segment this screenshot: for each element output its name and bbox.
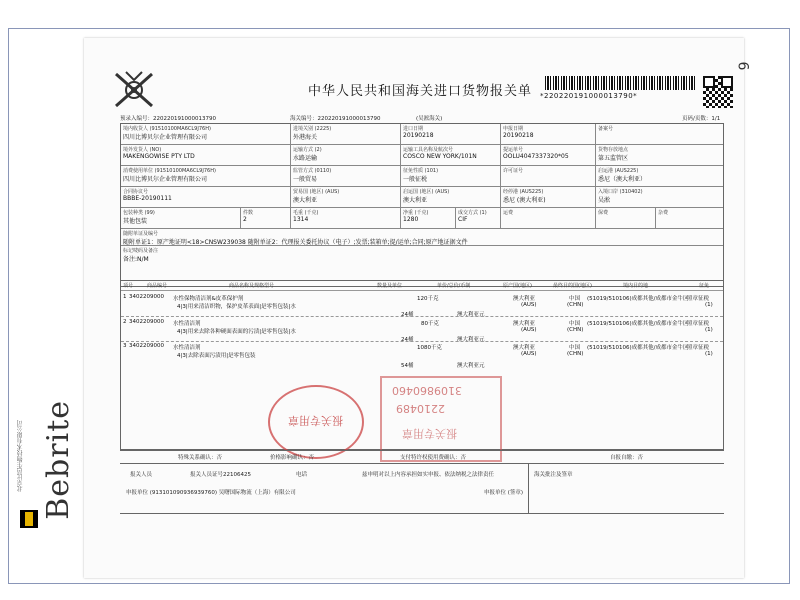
goods-qty1: 120千克	[417, 296, 439, 302]
goods-dest: 中国	[569, 321, 581, 327]
fields-row-1	[121, 124, 723, 145]
field-label: 运输方式 (2)	[293, 147, 322, 153]
field-label: 境外发货人 (NO)	[123, 147, 162, 153]
field-label: 贸易国 (地区) (AUS)	[293, 189, 340, 195]
goods-origin-code: (AUS)	[521, 302, 537, 308]
freight-cell	[501, 208, 596, 228]
legal-statement: 兹申明对以上内容承担如实申报、依法纳税之法律责任	[362, 472, 495, 478]
customs-office: (吴淞海关)	[416, 116, 443, 122]
brand-subtitle: 北京比邑生物技术有限公司	[17, 420, 24, 492]
stamp-text: 3109860460	[392, 384, 462, 397]
contract-cell	[121, 187, 291, 207]
field-value: 其他包装	[123, 218, 148, 225]
field-label: 合同协议号	[123, 189, 149, 195]
declare-date-cell	[501, 124, 596, 144]
field-label: 征免性质 (101)	[403, 168, 439, 174]
goods-origin: 澳大利亚	[513, 321, 536, 327]
import-date-cell	[401, 124, 501, 144]
field-value: COSCO NEW YORK/101N	[403, 153, 477, 160]
field-value: 四川比博贝尔企业管理有限公司	[123, 134, 208, 141]
field-label: 入境口岸 (310402)	[598, 189, 643, 195]
package-cell	[121, 208, 241, 228]
origin-country-cell	[401, 187, 501, 207]
goods-qty2: 24桶	[401, 337, 414, 343]
goods-header-price: 单价/总价/币制	[437, 283, 471, 289]
customs-approval-label: 海关批注及签章	[534, 472, 573, 478]
shipper-cell	[121, 145, 291, 165]
field-label: 运费	[503, 210, 514, 216]
filing-no-cell	[596, 124, 723, 144]
goods-exempt-code: (1)	[705, 327, 713, 333]
field-label: 杂费	[658, 210, 669, 216]
declarant-cert: 报关人员证号22106425	[190, 472, 251, 478]
brand-mark-icon	[20, 510, 38, 528]
customs-no-value: 220220191000013790	[317, 116, 381, 122]
insurance-cell	[596, 208, 656, 228]
goods-dest-code: (CHN)	[567, 302, 584, 308]
goods-name: 水性清洁剂	[173, 345, 201, 351]
goods-qty1: 1080千克	[417, 345, 442, 351]
field-value: MAKENGOWISE PTY LTD	[123, 153, 195, 160]
field-value: 吴淞	[598, 197, 611, 204]
field-value: 悉尼（澳大利亚）	[598, 176, 647, 183]
stamp-text: 2210489	[396, 402, 445, 415]
goods-domestic: (51019/510106)成都其他/成都市金牛区	[587, 345, 689, 351]
entry-port-cell	[596, 187, 723, 207]
footer-bottom-line	[120, 513, 724, 514]
goods-row-divider	[121, 316, 723, 317]
field-value: 水路运输	[293, 155, 318, 162]
field-label: 毛重 (千克)	[293, 210, 319, 216]
field-value: 20190218	[503, 132, 534, 139]
goods-dest-code: (CHN)	[567, 327, 584, 333]
field-value: 外港海关	[293, 134, 318, 141]
field-value: 悉尼 (澳大利亚)	[503, 197, 546, 204]
customs-seal-stamp	[268, 385, 364, 459]
field-label: 件数	[243, 210, 254, 216]
phone-label: 电话	[296, 472, 308, 478]
trade-country-cell	[291, 187, 401, 207]
field-label: 启运港 (AUS225)	[598, 168, 639, 174]
brand-name: Bebrite	[41, 400, 76, 520]
license-cell	[501, 166, 596, 186]
goods-header-divider	[121, 290, 723, 291]
goods-row-divider	[121, 341, 723, 342]
goods-code: 3402209000	[129, 319, 164, 325]
goods-exempt: 照章征税	[687, 296, 710, 302]
field-label: 监管方式 (0110)	[293, 168, 332, 174]
field-value: 1314	[293, 216, 309, 223]
goods-header-domestic: 境内目的地	[623, 283, 649, 289]
field-value: 一般征税	[403, 176, 428, 183]
goods-dest-code: (CHN)	[567, 351, 584, 357]
goods-header-exempt: 征免	[699, 283, 710, 289]
goods-header-dest: 最终目的国(地区)	[553, 283, 592, 289]
goods-header-code: 商品编号	[147, 283, 168, 289]
storage-cell	[596, 145, 723, 165]
gross-cell	[291, 208, 401, 228]
goods-exempt: 照章征税	[687, 345, 710, 351]
stamp-text: 报关专用章	[288, 414, 343, 427]
pieces-cell	[241, 208, 291, 228]
goods-qty2: 24桶	[401, 312, 414, 318]
misc-cell	[656, 208, 723, 228]
field-label: 提运单号	[503, 147, 524, 153]
fields-row-3	[121, 166, 723, 187]
goods-price: 澳大利亚元	[457, 312, 485, 318]
goods-header-qty: 数量及单位	[377, 283, 403, 289]
field-value: 随附单证1：原产地证明<18>CNSW239038 随附单证2：代理报关委托协议（电子）;发票;装箱单;提/运单;合同;原产地证据文件	[123, 239, 468, 245]
field-label: 经停港 (AUS225)	[503, 189, 544, 195]
fields-row-2	[121, 145, 723, 166]
customs-no-label: 海关编号：	[290, 116, 318, 122]
goods-exempt-code: (1)	[705, 302, 713, 308]
barcode	[545, 76, 695, 90]
page-number: 6	[734, 61, 751, 71]
preentry-no	[120, 114, 216, 122]
field-label: 随附单证及编号	[123, 231, 159, 237]
page-count: 页码/页数：1/1	[682, 116, 721, 122]
goods-price: 澳大利亚元	[457, 337, 485, 343]
field-label: 消费使用单位 (91510100MA6CL9J76H)	[123, 168, 216, 174]
preentry-label: 预录入编号：	[120, 116, 154, 122]
levy-cell	[401, 166, 501, 186]
field-label: 启运国 (地区) (AUS)	[403, 189, 450, 195]
fields-row-docs	[121, 229, 723, 246]
depart-port-cell	[596, 166, 723, 186]
field-label: 申报日期	[503, 126, 524, 132]
goods-exempt: 照章征税	[687, 321, 710, 327]
goods-qty2: 54桶	[401, 363, 414, 369]
field-value: OOLU4047337320*05	[503, 153, 569, 160]
consignee-cell	[121, 124, 291, 144]
customs-no	[290, 114, 381, 122]
stamp-text: 报关专用章	[402, 427, 457, 440]
field-value: 澳大利亚	[293, 197, 318, 204]
field-label: 包装种类 (99)	[123, 210, 155, 216]
field-label: 进口日期	[403, 126, 424, 132]
special-relation: 特殊关系确认：否	[178, 455, 223, 461]
goods-origin-code: (AUS)	[521, 351, 537, 357]
field-value: 一般贸易	[293, 176, 318, 183]
field-value: 澳大利亚	[403, 197, 428, 204]
field-value: CIF	[458, 216, 468, 223]
field-label: 境内收货人 (91510100MA6CL9J76H)	[123, 126, 211, 132]
field-label: 备案号	[598, 126, 614, 132]
field-label: 进境关别 (2225)	[293, 126, 332, 132]
field-label: 许可证号	[503, 168, 524, 174]
footer-divider	[120, 463, 724, 464]
declaring-agent: 申报单位 (913101090936939760) 吴曙国际物流（上海）有限公司	[126, 490, 296, 496]
qr-code-icon	[703, 76, 733, 108]
goods-exempt-code: (1)	[705, 351, 713, 357]
fields-row-5	[121, 208, 723, 229]
terms-cell	[456, 208, 501, 228]
field-value: 20190218	[403, 132, 434, 139]
field-label: 货物存放地点	[598, 147, 629, 153]
header-fields-grid	[120, 123, 724, 287]
consumer-cell	[121, 166, 291, 186]
goods-price: 澳大利亚元	[457, 363, 485, 369]
goods-spec: 4|3|用来去除各种硬面表面的污渍|是零售包装|水	[177, 329, 296, 335]
goods-header-name: 商品名称及规格型号	[229, 283, 275, 289]
field-label: 净重 (千克)	[403, 210, 429, 216]
royalty: 支付特许权使用费确认：否	[400, 455, 467, 461]
bill-cell	[501, 145, 596, 165]
price-impact: 价格影响确认：否	[270, 455, 315, 461]
entry-customs-cell	[291, 124, 401, 144]
goods-no: 3	[123, 343, 127, 349]
preentry-value: 220220191000013790	[153, 116, 217, 122]
goods-no: 1	[123, 294, 127, 300]
field-label: 运输工具名称及航次号	[403, 147, 454, 153]
vessel-cell	[401, 145, 501, 165]
field-label: 保费	[598, 210, 609, 216]
agent-seal-label: 申报单位 (签章)	[484, 490, 524, 496]
supervision-cell	[291, 166, 401, 186]
docs-cell	[121, 229, 723, 245]
goods-header-origin: 原产国(地区)	[503, 283, 532, 289]
goods-spec: 4|3|用来清洁织物，保护皮革表面|是零售包装|水	[177, 304, 296, 310]
brand-logo	[14, 400, 74, 535]
field-value: 第五监管区	[598, 155, 629, 162]
field-label: 成交方式 (1)	[458, 210, 487, 216]
field-value: 1280	[403, 216, 419, 223]
goods-dest: 中国	[569, 345, 581, 351]
net-cell	[401, 208, 456, 228]
declarant-label: 报关人员	[130, 472, 153, 478]
goods-domestic: (51019/510106)成都其他/成都市金牛区	[587, 296, 689, 302]
customs-emblem-icon	[110, 68, 158, 114]
form-title: 中华人民共和国海关进口货物报关单	[308, 84, 533, 99]
footer-divider	[120, 450, 724, 451]
goods-origin: 澳大利亚	[513, 345, 536, 351]
field-value: BBBE-20190111	[123, 195, 172, 202]
field-label: 标记唛码及备注	[123, 248, 159, 254]
goods-name: 水性清洁剂	[173, 321, 201, 327]
goods-spec: 4|3|去除表面污渍用|是零售包装	[177, 353, 256, 359]
goods-header-no: 项号	[123, 283, 134, 289]
goods-domestic: (51019/510106)成都其他/成都市金牛区	[587, 321, 689, 327]
transit-port-cell	[501, 187, 596, 207]
goods-origin-code: (AUS)	[521, 327, 537, 333]
goods-name: 水性保物清洁剂&皮革保护剂	[173, 296, 244, 302]
field-value: 备注:N/M	[123, 256, 149, 263]
field-value: 2	[243, 216, 247, 223]
field-value: 四川比博贝尔企业管理有限公司	[123, 176, 208, 183]
self-declare: 自报自缴：否	[610, 455, 644, 461]
goods-code: 3402209000	[129, 343, 164, 349]
fields-row-4	[121, 187, 723, 208]
goods-qty1: 80千克	[421, 321, 439, 327]
footer-column-divider	[528, 463, 529, 513]
goods-no: 2	[123, 319, 127, 325]
transport-cell	[291, 145, 401, 165]
barcode-text: *220220191000013790*	[540, 92, 638, 100]
goods-dest: 中国	[569, 296, 581, 302]
goods-origin: 澳大利亚	[513, 296, 536, 302]
goods-code: 3402209000	[129, 294, 164, 300]
